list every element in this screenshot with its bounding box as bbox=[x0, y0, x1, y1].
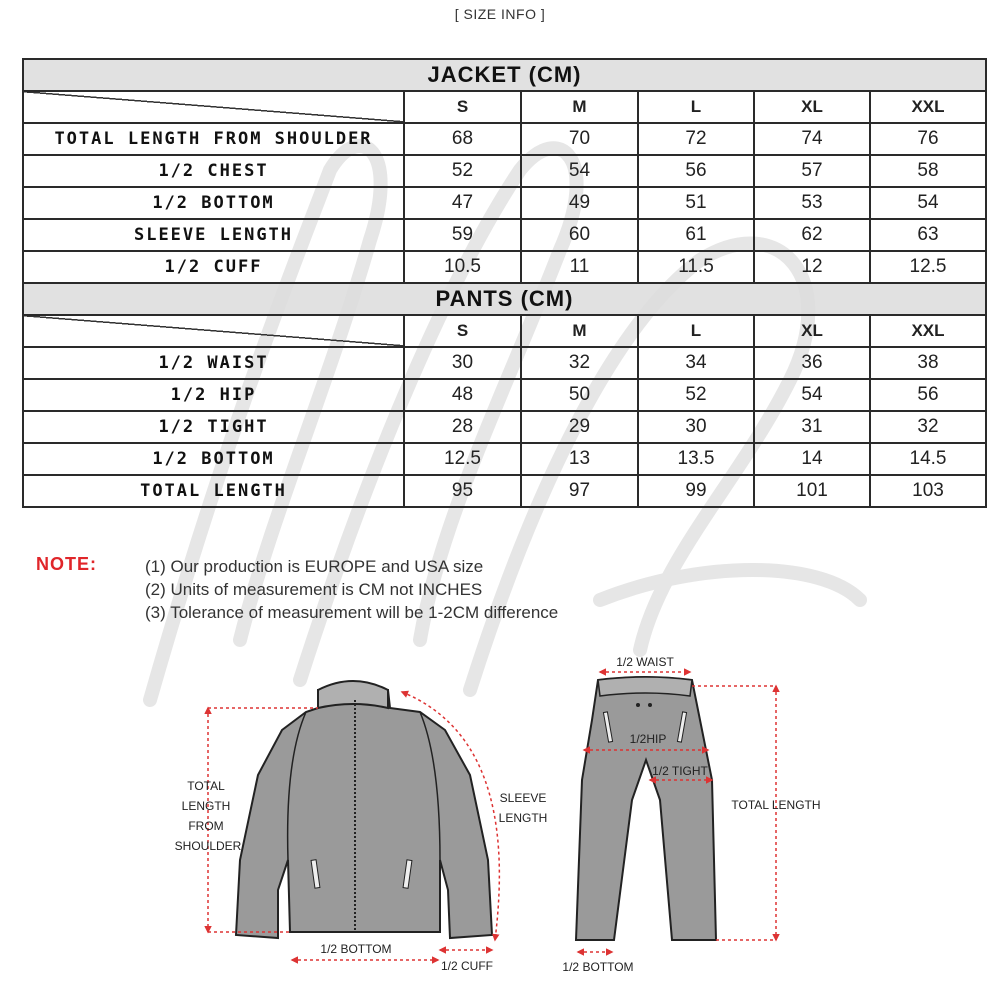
row-label: 1/2 CUFF bbox=[23, 251, 404, 283]
value-cell: 32 bbox=[521, 347, 638, 379]
value-cell: 34 bbox=[638, 347, 754, 379]
value-cell: 99 bbox=[638, 475, 754, 507]
value-cell: 103 bbox=[870, 475, 986, 507]
pants-hip-label: 1/2HIP bbox=[629, 732, 667, 746]
jacket-bottom-label: 1/2 BOTTOM bbox=[320, 942, 392, 956]
jacket-title: JACKET (CM) bbox=[23, 59, 986, 91]
jacket-illustration bbox=[236, 681, 492, 938]
jacket-cuff-label: 1/2 CUFF bbox=[440, 959, 494, 973]
value-cell: 30 bbox=[404, 347, 521, 379]
row-label: 1/2 BOTTOM bbox=[23, 187, 404, 219]
pants-button bbox=[648, 703, 652, 707]
pants-tight-label: 1/2 TIGHT bbox=[652, 764, 708, 778]
jacket-section bbox=[23, 59, 986, 283]
pants-size-header bbox=[23, 315, 986, 347]
row-label: 1/2 HIP bbox=[23, 379, 404, 411]
table-row bbox=[23, 443, 986, 475]
value-cell: 14 bbox=[754, 443, 870, 475]
value-cell: 58 bbox=[870, 155, 986, 187]
value-cell: 74 bbox=[754, 123, 870, 155]
value-cell: 11.5 bbox=[638, 251, 754, 283]
value-cell: 97 bbox=[521, 475, 638, 507]
pants-body bbox=[576, 677, 716, 940]
size-table bbox=[22, 58, 987, 508]
table-row bbox=[23, 123, 986, 155]
value-cell: 57 bbox=[754, 155, 870, 187]
value-cell: 12 bbox=[754, 251, 870, 283]
value-cell: 56 bbox=[870, 379, 986, 411]
value-cell: 56 bbox=[638, 155, 754, 187]
row-label: TOTAL LENGTH bbox=[23, 475, 404, 507]
value-cell: 12.5 bbox=[870, 251, 986, 283]
garment-diagram bbox=[0, 640, 1000, 1000]
value-cell: 59 bbox=[404, 219, 521, 251]
jacket-sleeve-length-line: LENGTH bbox=[498, 811, 548, 825]
size-header-cell: L bbox=[638, 315, 754, 347]
value-cell: 68 bbox=[404, 123, 521, 155]
value-cell: 53 bbox=[754, 187, 870, 219]
row-label: 1/2 CHEST bbox=[23, 155, 404, 187]
value-cell: 54 bbox=[870, 187, 986, 219]
row-label: 1/2 WAIST bbox=[23, 347, 404, 379]
value-cell: 95 bbox=[404, 475, 521, 507]
row-label: SLEEVE LENGTH bbox=[23, 219, 404, 251]
value-cell: 48 bbox=[404, 379, 521, 411]
jacket-collar bbox=[318, 681, 388, 708]
value-cell: 13 bbox=[521, 443, 638, 475]
size-header-cell: M bbox=[521, 315, 638, 347]
jacket-sleeve-length-line: SLEEVE bbox=[499, 791, 547, 805]
size-header-cell: S bbox=[404, 315, 521, 347]
note-line-1: (1) Our production is EUROPE and USA size bbox=[145, 557, 484, 576]
jacket-total-length-line: FROM bbox=[188, 819, 224, 833]
table-row bbox=[23, 251, 986, 283]
value-cell: 72 bbox=[638, 123, 754, 155]
size-header-cell: XXL bbox=[870, 315, 986, 347]
size-header-cell: S bbox=[404, 91, 521, 123]
value-cell: 50 bbox=[521, 379, 638, 411]
corner-diagonal-cell bbox=[23, 91, 404, 123]
size-header-cell: XXL bbox=[870, 91, 986, 123]
pants-waist-label: 1/2 WAIST bbox=[616, 655, 674, 669]
corner-diagonal-cell bbox=[23, 315, 404, 347]
table-row bbox=[23, 475, 986, 507]
jacket-total-length-line: LENGTH bbox=[181, 799, 231, 813]
row-label: TOTAL LENGTH FROM SHOULDER bbox=[23, 123, 404, 155]
value-cell: 32 bbox=[870, 411, 986, 443]
value-cell: 30 bbox=[638, 411, 754, 443]
size-header-cell: XL bbox=[754, 315, 870, 347]
value-cell: 14.5 bbox=[870, 443, 986, 475]
value-cell: 31 bbox=[754, 411, 870, 443]
table-row bbox=[23, 347, 986, 379]
size-header-cell: L bbox=[638, 91, 754, 123]
value-cell: 28 bbox=[404, 411, 521, 443]
size-header-cell: XL bbox=[754, 91, 870, 123]
value-cell: 70 bbox=[521, 123, 638, 155]
value-cell: 10.5 bbox=[404, 251, 521, 283]
value-cell: 101 bbox=[754, 475, 870, 507]
value-cell: 54 bbox=[521, 155, 638, 187]
pants-section bbox=[23, 283, 986, 507]
value-cell: 12.5 bbox=[404, 443, 521, 475]
value-cell: 76 bbox=[870, 123, 986, 155]
size-info-heading: [ SIZE INFO ] bbox=[454, 6, 546, 22]
pants-title: PANTS (CM) bbox=[23, 283, 986, 315]
value-cell: 13.5 bbox=[638, 443, 754, 475]
value-cell: 61 bbox=[638, 219, 754, 251]
pants-waistband bbox=[598, 677, 692, 696]
value-cell: 49 bbox=[521, 187, 638, 219]
jacket-total-length-line: SHOULDER bbox=[174, 839, 242, 853]
value-cell: 11 bbox=[521, 251, 638, 283]
row-label: 1/2 TIGHT bbox=[23, 411, 404, 443]
value-cell: 60 bbox=[521, 219, 638, 251]
size-header-cell: M bbox=[521, 91, 638, 123]
value-cell: 52 bbox=[404, 155, 521, 187]
value-cell: 38 bbox=[870, 347, 986, 379]
table-row bbox=[23, 155, 986, 187]
value-cell: 54 bbox=[754, 379, 870, 411]
value-cell: 52 bbox=[638, 379, 754, 411]
jacket-size-header bbox=[23, 91, 986, 123]
table-row bbox=[23, 219, 986, 251]
pants-illustration bbox=[576, 677, 716, 940]
value-cell: 51 bbox=[638, 187, 754, 219]
note-line-3: (3) Tolerance of measurement will be 1-2CM difference bbox=[145, 603, 559, 622]
pants-total-length-label: TOTAL LENGTH bbox=[731, 798, 821, 812]
value-cell: 63 bbox=[870, 219, 986, 251]
table-row bbox=[23, 379, 986, 411]
jacket-total-length-line: TOTAL bbox=[187, 779, 225, 793]
pants-button bbox=[636, 703, 640, 707]
value-cell: 36 bbox=[754, 347, 870, 379]
table-row bbox=[23, 187, 986, 219]
value-cell: 47 bbox=[404, 187, 521, 219]
pants-bottom-label: 1/2 BOTTOM bbox=[562, 960, 634, 974]
note-label: NOTE: bbox=[36, 554, 97, 574]
value-cell: 62 bbox=[754, 219, 870, 251]
note-line-2: (2) Units of measurement is CM not INCHES bbox=[145, 580, 483, 599]
table-row bbox=[23, 411, 986, 443]
value-cell: 29 bbox=[521, 411, 638, 443]
row-label: 1/2 BOTTOM bbox=[23, 443, 404, 475]
